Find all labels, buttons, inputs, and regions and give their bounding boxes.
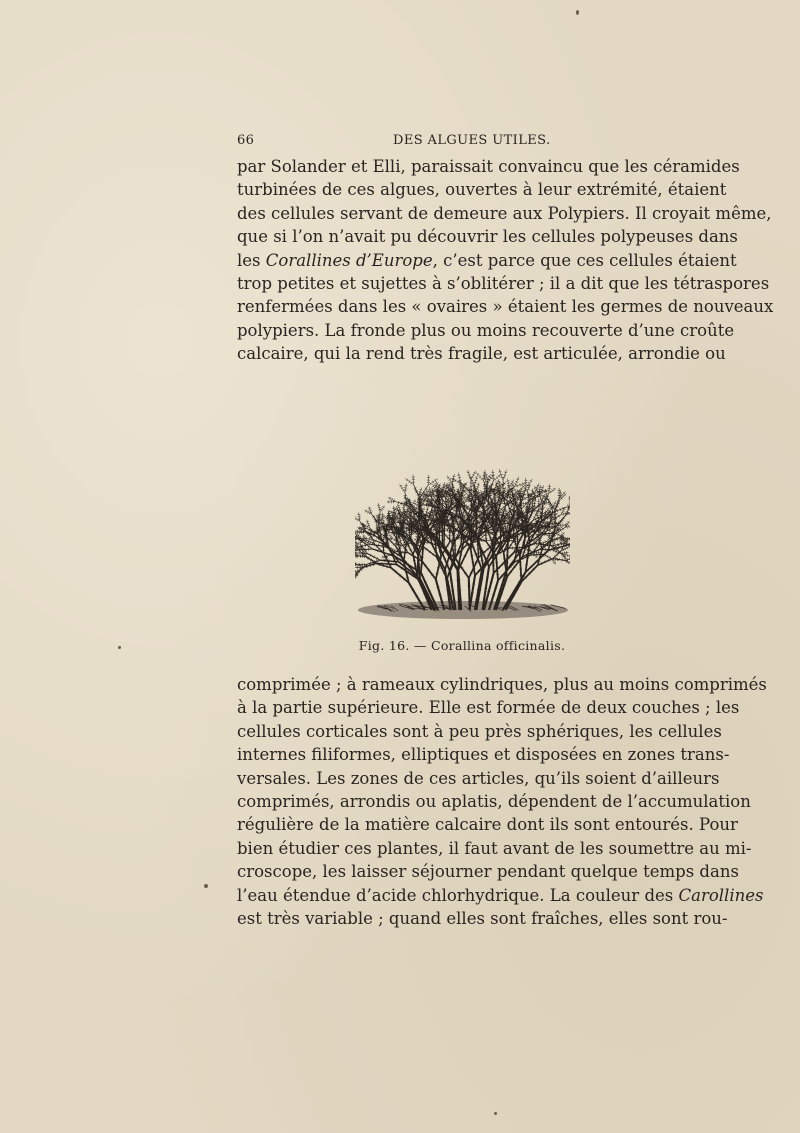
text-line-with-italic xyxy=(237,884,764,907)
italic-term: Corallines d’Europe xyxy=(265,250,433,270)
text-line: internes filiformes, elliptiques et disposées en zones trans- xyxy=(237,745,730,765)
text-line: est très variable ; quand elles sont fraîches, elles sont rou- xyxy=(237,908,728,928)
figure-illustration xyxy=(355,392,570,627)
text-line: calcaire, qui la rend très fragile, est articulée, arrondie ou xyxy=(237,344,726,364)
figure-caption: Fig. 16. — Corallina officinalis. xyxy=(358,638,566,653)
text-fragment: les xyxy=(237,250,266,270)
paper-speck xyxy=(494,1112,497,1115)
paper-speck xyxy=(204,884,208,888)
text-line: bien étudier ces plantes, il faut avant de les soumettre au mi- xyxy=(237,838,752,858)
italic-term: Carollines xyxy=(678,885,764,905)
running-title: DES ALGUES UTILES. xyxy=(393,133,551,148)
text-line: versales. Les zones de ces articles, qu’ils soient d’ailleurs xyxy=(237,768,720,788)
text-line: à la partie supérieure. Elle est formée de deux couches ; les xyxy=(237,698,740,718)
text-line: cellules corticales sont à peu près sphériques, les cellules xyxy=(237,721,722,741)
bottom-paragraph xyxy=(237,673,767,930)
text-line: turbinées de ces algues, ouvertes à leur extrémité, étaient xyxy=(237,180,727,200)
paper-speck xyxy=(118,646,121,649)
coral-plant-icon xyxy=(355,392,570,627)
text-line: croscope, les laisser séjourner pendant quelque temps dans xyxy=(237,862,739,882)
text-line: comprimés, arrondis ou aplatis, dépendent de l’accumulation xyxy=(237,791,751,811)
text-line: polypiers. La fronde plus ou moins recouverte d’une croûte xyxy=(237,320,735,340)
text-line: trop petites et sujettes à s’oblitérer ; il a dit que les tétraspores xyxy=(237,273,770,293)
text-fragment: l’eau étendue d’acide chlorhydrique. La couleur des xyxy=(237,885,679,905)
top-paragraph xyxy=(237,155,774,366)
paper-speck xyxy=(576,10,579,15)
text-line: comprimée ; à rameaux cylindriques, plus au moins comprimés xyxy=(237,675,767,694)
text-line: renfermées dans les « ovaires » étaient les germes de nouveaux xyxy=(237,297,774,317)
text-line-with-italic xyxy=(237,249,737,272)
text-line: par Solander et Elli, paraissait convaincu que les céramides xyxy=(237,157,740,176)
text-line: que si l’on n’avait pu découvrir les cellules polypeuses dans xyxy=(237,227,738,247)
text-line: des cellules servant de demeure aux Polypiers. Il croyait même, xyxy=(237,203,772,223)
page-number: 66 xyxy=(237,133,255,148)
page-header xyxy=(237,133,687,153)
text-line: régulière de la matière calcaire dont ils sont entourés. Pour xyxy=(237,815,738,835)
text-fragment: , c’est parce que ces cellules étaient xyxy=(432,250,737,270)
